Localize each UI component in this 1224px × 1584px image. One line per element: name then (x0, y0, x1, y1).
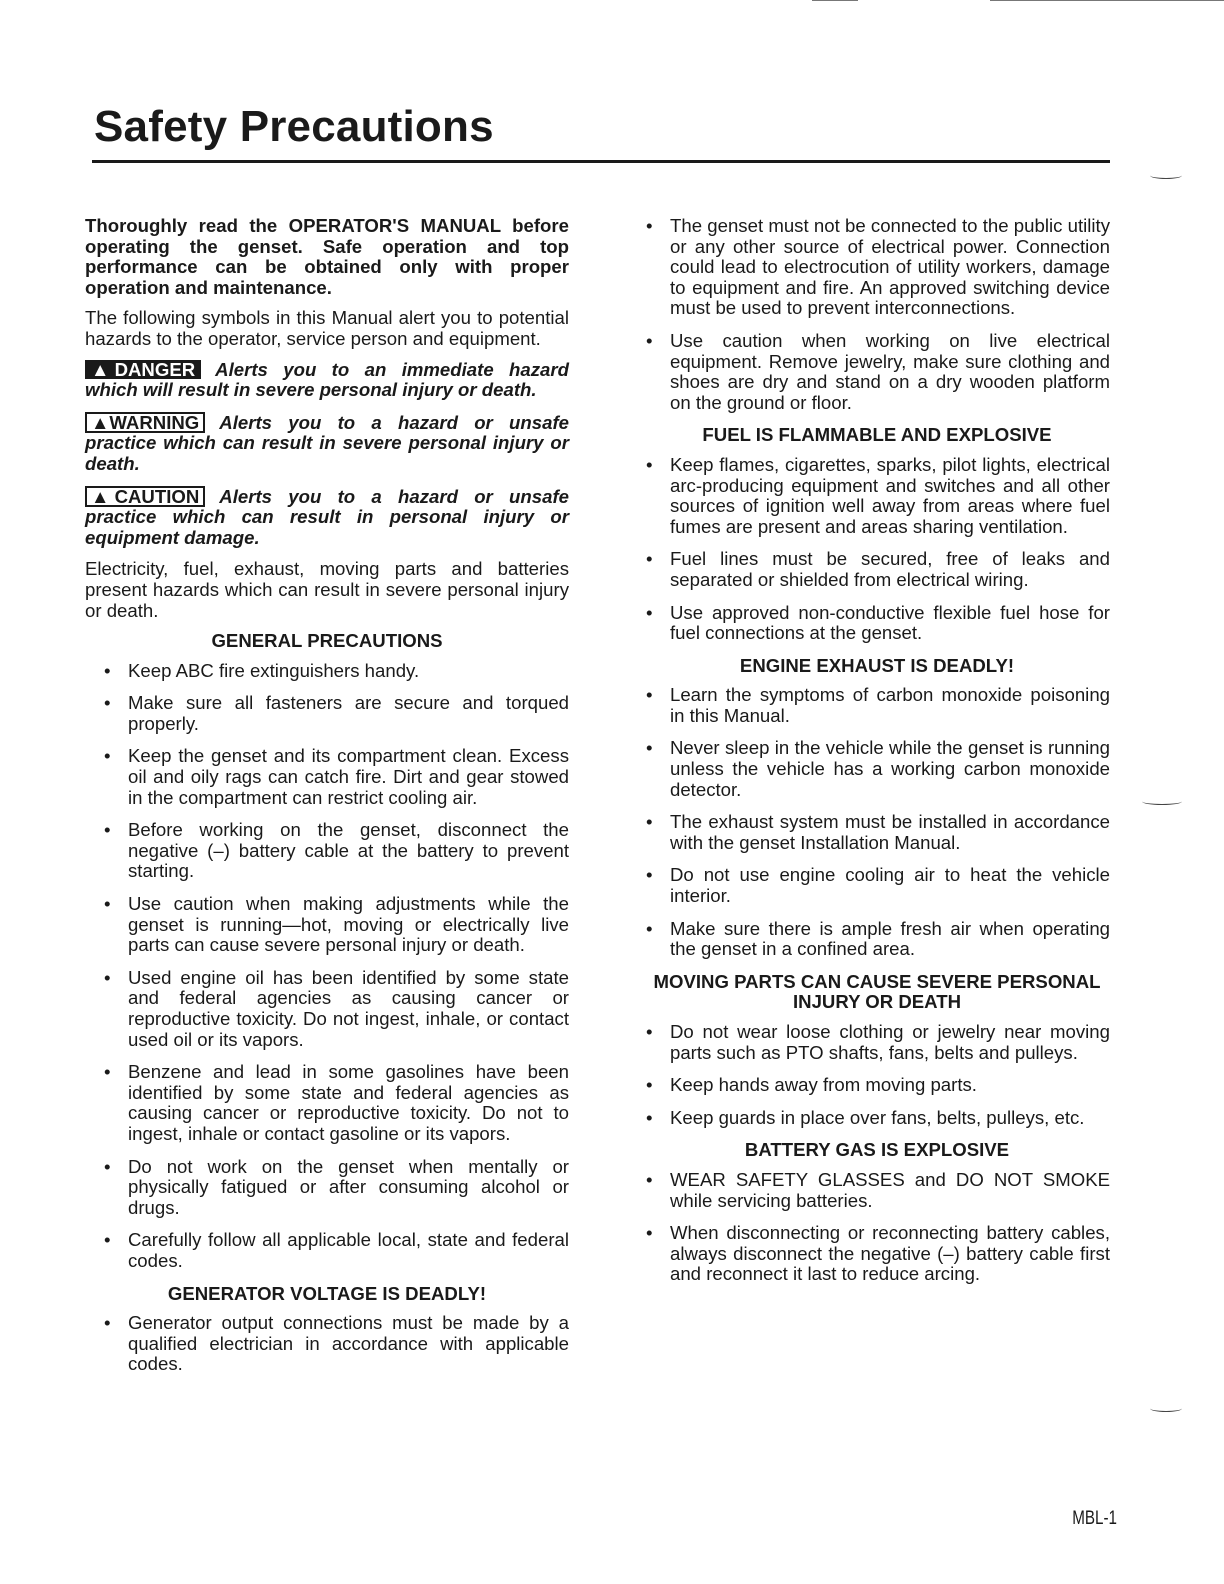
list-item: • Keep guards in place over fans, belts, pulleys, etc. (646, 1106, 1085, 1128)
list-item: • Never sleep in the vehicle while the genset is running unless the vehicle has a working carbon monoxide detector. (646, 737, 1110, 800)
list-item: • Make sure there is ample fresh air when operating the genset in a confined area. (646, 917, 1110, 960)
top-edge-rule (990, 0, 1224, 1)
list-item: • The genset must not be connected to the public utility or any other source of electrical power. Connection could lead to electrocution of utility workers, damage to equipment and fire. An approved switching device must be used to prevent interconnections. (646, 215, 1110, 319)
page-title: Safety Precautions (94, 102, 494, 151)
exhaust-list (644, 685, 1110, 960)
caution-badge: ▲ CAUTION (85, 486, 205, 507)
left-column (85, 216, 569, 1387)
margin-binding-mark (1150, 1405, 1182, 1412)
page-number: MBL-1 (1072, 1508, 1117, 1529)
general-precautions-list (85, 661, 569, 1272)
right-column (644, 216, 1110, 1297)
exhaust-heading: ENGINE EXHAUST IS DEADLY! (739, 654, 1015, 676)
generator-voltage-list-continued (644, 216, 1110, 413)
list-item: • Generator output connections must be made by a qualified electrician in accordance with applicable codes. (104, 1312, 569, 1375)
list-item: • Do not use engine cooling air to heat the vehicle interior. (646, 864, 1110, 907)
warning-alert-text: Alerts you to a hazard or unsafe practice which can result in severe personal injury or death. (85, 411, 569, 474)
caution-alert-text: Alerts you to a hazard or unsafe practice which can result in personal injury or equipment damage. (85, 485, 569, 548)
list-item: • Make sure all fasteners are secure and torqued properly. (104, 692, 569, 734)
list-item: • Keep hands away from moving parts. (646, 1074, 977, 1096)
list-item: • Keep ABC fire extinguishers handy. (104, 659, 420, 681)
fuel-list (644, 455, 1110, 644)
list-item: • Benzene and lead in some gasolines have been identified by some state and federal agencies as causing cancer or reproductive toxicity. Do not to ingest, inhale or contact gasoline or its vapors. (104, 1061, 569, 1144)
warning-badge: ▲WARNING (85, 412, 205, 433)
caution-alert (85, 486, 569, 549)
battery-heading: BATTERY GAS IS EXPLOSIVE (744, 1139, 1010, 1161)
list-item: • Use approved non-conductive flexible fuel hose for fuel connections at the genset. (646, 601, 1110, 644)
top-edge-rule (812, 0, 858, 1)
list-item: • Fuel lines must be secured, free of leaks and separated or shielded from electrical wiring. (646, 548, 1110, 590)
danger-alert-text: Alerts you to an immediate hazard which will result in severe personal injury or death. (85, 358, 569, 401)
generator-voltage-list (85, 1313, 569, 1375)
list-item: • WEAR SAFETY GLASSES and DO NOT SMOKE while servicing batteries. (646, 1168, 1110, 1211)
generator-voltage-heading: GENERATOR VOLTAGE IS DEADLY! (167, 1282, 487, 1304)
intro-paragraph: Thoroughly read the OPERATOR'S MANUAL before operating the genset. Safe operation and top performance can be obtained only with proper operation and maintenance. (85, 215, 569, 298)
moving-parts-list (644, 1022, 1110, 1128)
title-divider (92, 160, 1110, 163)
list-item: • Before working on the genset, disconnect the negative (–) battery cable at the battery to prevent starting. (104, 819, 569, 882)
list-item: • Keep the genset and its compartment clean. Excess oil and oily rags can catch fire. Dirt and gear stowed in the compartment can restrict cooling air. (104, 745, 569, 808)
warning-alert (85, 412, 569, 475)
list-item: • Use caution when making adjustments while the genset is running—hot, moving or electrically live parts can cause severe personal injury or death. (104, 893, 569, 956)
list-item: • Use caution when working on live electrical equipment. Remove jewelry, make sure clothing and shoes are dry and stand on a dry wooden platform on the ground or floor. (646, 329, 1110, 413)
list-item: • Carefully follow all applicable local, state and federal codes. (104, 1229, 569, 1271)
list-item: • Keep flames, cigarettes, sparks, pilot lights, electrical arc-producing equipment and switches and all other sources of ignition well away from areas where fuel fumes are present and areas sharing ventilation. (646, 453, 1110, 537)
danger-badge: ▲ DANGER (85, 360, 201, 379)
list-item: • Do not wear loose clothing or jewelry near moving parts such as PTO shafts, fans, belts and pulleys. (646, 1021, 1110, 1063)
moving-parts-heading: MOVING PARTS CAN CAUSE SEVERE PERSONAL INJURY OR DEATH (653, 970, 1101, 1013)
list-item: • Used engine oil has been identified by some state and federal agencies as causing cancer or reproductive toxicity. Do not ingest, inhale, or contact used oil or its vapors. (104, 966, 569, 1050)
list-item: • Do not work on the genset when mentally or physically fatigued or after consuming alcohol or drugs. (104, 1155, 569, 1218)
general-precautions-heading: GENERAL PRECAUTIONS (211, 630, 443, 652)
list-item: • The exhaust system must be installed in accordance with the genset Installation Manual. (646, 811, 1110, 853)
symbols-paragraph: The following symbols in this Manual alert you to potential hazards to the operator, service person and equipment. (85, 307, 569, 349)
margin-binding-mark (1150, 172, 1182, 179)
fuel-heading: FUEL IS FLAMMABLE AND EXPLOSIVE (702, 424, 1052, 446)
list-item: • Learn the symptoms of carbon monoxide poisoning in this Manual. (646, 684, 1110, 726)
battery-list (644, 1170, 1110, 1285)
hazards-paragraph: Electricity, fuel, exhaust, moving parts and batteries present hazards which can result in severe personal injury or death. (85, 558, 569, 621)
list-item: • When disconnecting or reconnecting battery cables, always disconnect the negative (–) battery cable first and reconnect it last to reduce arcing. (646, 1222, 1110, 1285)
margin-binding-mark (1142, 798, 1182, 805)
danger-alert (85, 360, 569, 401)
